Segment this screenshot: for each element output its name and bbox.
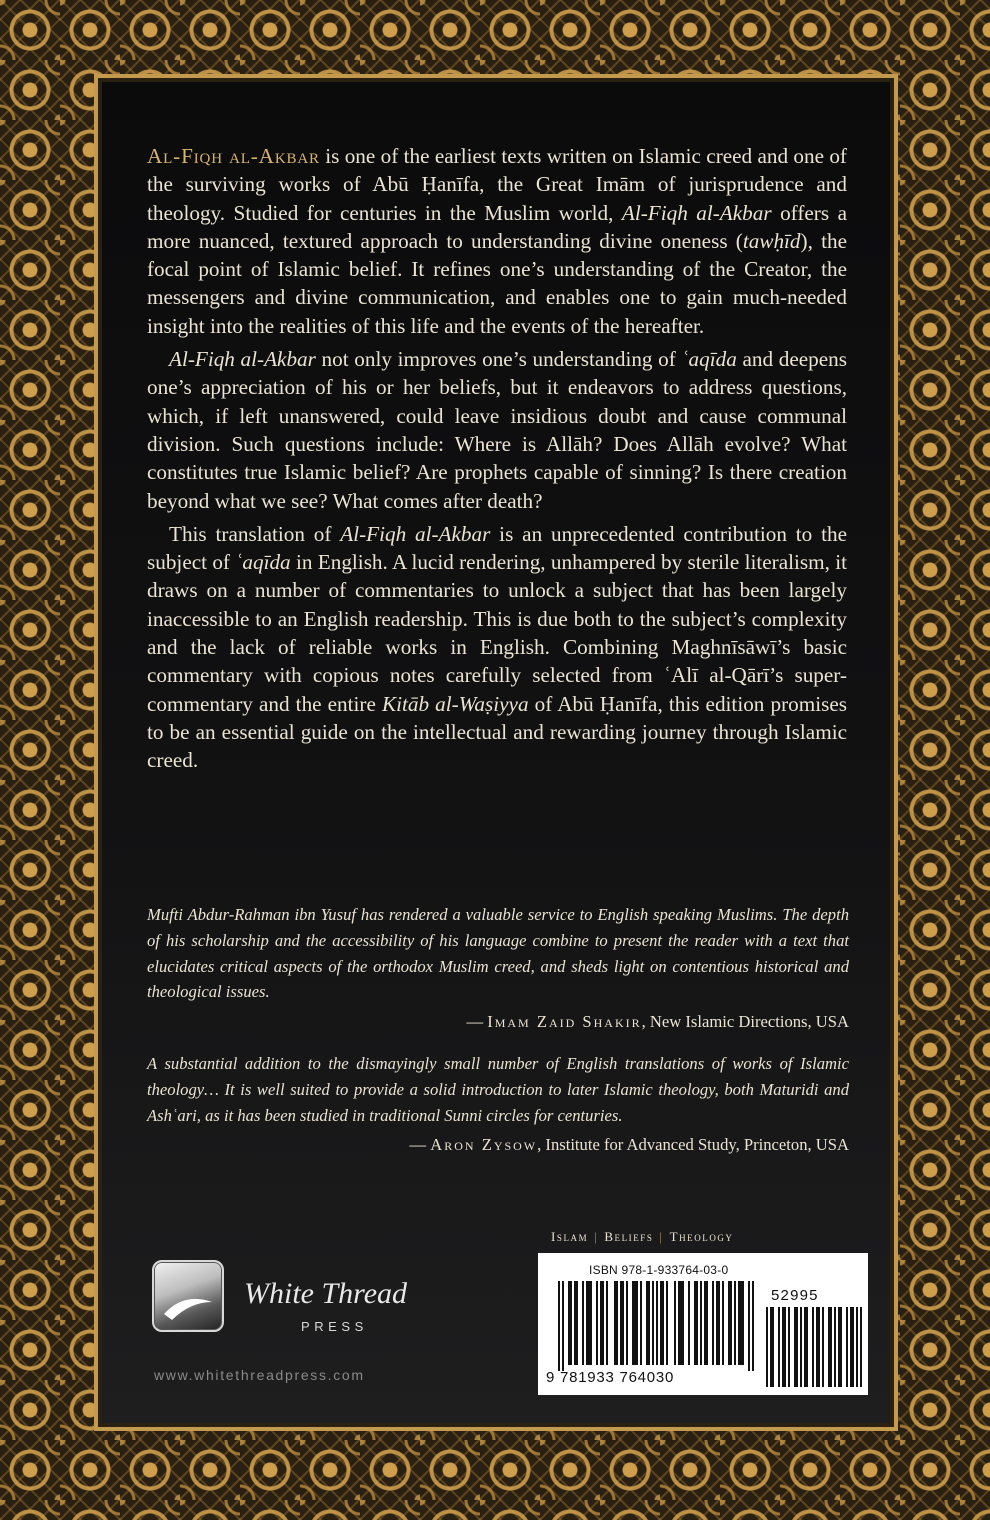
endorsement-quote-1: Mufti Abdur-Rahman ibn Yusuf has rendered a valuable service to English speaking Muslims. The depth of his scholarship and the accessibility of his language combine to present the reader with a text that elucidates critical aspects of the orthodox Muslim creed, and sheds light on contentious historical and theological issues.	[147, 905, 849, 1002]
barcode-addon-bar	[770, 1307, 772, 1387]
barcode-addon-bar	[788, 1307, 790, 1387]
barcode-bar	[590, 1281, 592, 1365]
barcode-bar	[734, 1281, 736, 1365]
isbn-barcode	[538, 1253, 868, 1395]
barcode-bar	[622, 1281, 624, 1365]
barcode-bar	[574, 1281, 576, 1365]
barcode-addon-bar	[818, 1307, 820, 1387]
publisher-logo-icon	[152, 1260, 224, 1332]
barcode-bar	[722, 1281, 724, 1365]
barcode-addon-bar	[796, 1307, 798, 1387]
barcode-addon-bar	[778, 1307, 780, 1387]
barcode-addon-bar	[860, 1307, 862, 1387]
barcode-bar	[680, 1281, 682, 1365]
isbn-number: ISBN 978-1-933764-03-0	[589, 1263, 729, 1277]
endorsements	[147, 902, 849, 1174]
barcode-bar	[738, 1281, 740, 1365]
barcode-addon-bar	[822, 1307, 824, 1387]
barcode-bar	[640, 1281, 642, 1365]
subject-label: Theology	[669, 1229, 734, 1244]
barcode-bar	[688, 1281, 690, 1365]
barcode-bar	[700, 1281, 702, 1365]
subject-label: Islam	[551, 1229, 589, 1244]
barcode-addon-bar	[816, 1307, 818, 1387]
barcode-bar	[588, 1281, 590, 1365]
barcode-addon-bar	[856, 1307, 858, 1387]
barcode-bar	[636, 1281, 638, 1365]
barcode-bar	[570, 1281, 572, 1365]
barcode-bar	[752, 1281, 754, 1371]
barcode-addon-bar	[850, 1307, 852, 1387]
barcode-bar	[716, 1281, 718, 1365]
barcode-bar	[660, 1281, 662, 1365]
barcode-addon-bar	[828, 1307, 830, 1387]
description-paragraph-3: This translation of Al-Fiqh al-Akbar is an unprecedented contribution to the subject of ʿaqīda in English. A lucid rendering, unhampered by sterile literalism, it draws on a number of commentaries to unlock a subject that has been largely inaccessible to an English readership. This is due both to the subject’s complexity and the lack of reliable works in English. Combining Maghnīsāwī’s basic commentary with copious notes carefully selected from ʿAlī al-Qārī’s super-commentary and the entire Kitāb al-Waṣiyya of Abū Ḥanīfa, this edition promises to be an essential guide on the intellectual and rewarding journey through Islamic creed.	[147, 521, 847, 773]
barcode-bar	[596, 1281, 598, 1365]
endorsement-attribution-1: — Imam Zaid Shakir, New Islamic Directions, USA	[466, 1012, 849, 1032]
barcode-bar	[620, 1281, 622, 1365]
barcode-bar	[600, 1281, 602, 1365]
barcode-addon-bar	[840, 1307, 842, 1387]
barcode-bar	[582, 1281, 584, 1365]
barcode-bar	[678, 1281, 680, 1365]
barcode-bar	[652, 1281, 654, 1365]
endorser-name-2: Aron Zysow	[430, 1135, 538, 1155]
barcode-bar	[632, 1281, 634, 1365]
barcode-bar	[730, 1281, 732, 1365]
barcode-bar	[748, 1281, 750, 1371]
barcode-addon-bar	[806, 1307, 808, 1387]
barcode-addon-bar	[794, 1307, 796, 1387]
description-paragraph-2: Al-Fiqh al-Akbar not only improves one’s understanding of ʿaqīda and deepens one’s appreciation of his or her beliefs, but it endeavors to address questions, which, if left unanswered, could leave insidious doubt and cause communal division. Such questions include: Where is Allāh? Does Allāh evolve? What constitutes true Islamic belief? Are prophets capable of sinning? Is there creation beyond what we see? What comes after death?	[147, 347, 847, 513]
barcode-bar	[576, 1281, 578, 1365]
barcode-addon-bar	[784, 1307, 786, 1387]
barcode-bar	[706, 1281, 708, 1365]
barcode-bar	[740, 1281, 742, 1365]
subject-categories	[551, 1229, 734, 1245]
barcode-bar	[558, 1281, 560, 1371]
barcode-bar	[648, 1281, 650, 1365]
barcode-bar	[634, 1281, 636, 1365]
endorsement-quote-2: A substantial addition to the dismayingly small number of English translations of works of Islamic theology… It is well suited to provide a solid introduction to later Islamic theology, both Maturidi and Ashʿari, as it has been studied in traditional Sunni circles for centuries.	[147, 1053, 849, 1125]
title-small-caps: Al-Fiqh al-Akbar	[147, 144, 320, 168]
description-paragraph-1: Al-Fiqh al-Akbar is one of the earliest texts written on Islamic creed and one of the surviving works of Abū Ḥanīfa, the Great Imām of jurisprudence and theology. Studied for centuries in the Muslim world, Al-Fiqh al-Akbar offers a more nuanced, textured approach to understanding divine oneness (tawḥīd), the focal point of Islamic belief. It refines one’s understanding of the Creator, the messengers and divine communication, and enables one to gain much-needed insight into the realities of this life and the events of the hereafter.	[147, 144, 847, 338]
barcode-bar	[662, 1281, 664, 1365]
barcode-bar	[718, 1281, 720, 1365]
barcode-bar	[606, 1281, 608, 1365]
barcode-bar	[704, 1281, 706, 1365]
barcode-bar	[614, 1281, 616, 1365]
barcode-bar	[586, 1281, 588, 1365]
barcode-bar	[626, 1281, 628, 1365]
endorsement-attribution-2: — Aron Zysow, Institute for Advanced Study, Princeton, USA	[409, 1135, 849, 1155]
barcode-addon-bar	[830, 1307, 832, 1387]
barcode-addon-bar	[800, 1307, 802, 1387]
price-code: 52995	[771, 1287, 819, 1304]
barcode-addon-bar	[772, 1307, 774, 1387]
barcode-addon-bar	[838, 1307, 840, 1387]
barcode-addon-bar	[852, 1307, 854, 1387]
description-body	[147, 142, 847, 780]
publisher-press-label: PRESS	[301, 1319, 368, 1334]
barcode-addon-bar	[804, 1307, 806, 1387]
barcode-bar	[666, 1281, 668, 1365]
publisher-name: White Thread	[244, 1277, 408, 1310]
barcode-bar	[742, 1281, 744, 1365]
subject-separator: |	[594, 1229, 599, 1244]
barcode-addon-bar	[846, 1307, 848, 1387]
text-panel	[102, 82, 890, 1423]
barcode-addon-bar	[812, 1307, 814, 1387]
barcode-bar	[674, 1281, 676, 1365]
barcode-bar	[568, 1281, 570, 1365]
barcode-bar	[694, 1281, 696, 1365]
barcode-bar	[646, 1281, 648, 1365]
barcode-addon-bar	[834, 1307, 836, 1387]
subject-separator: |	[659, 1229, 664, 1244]
barcode-bar	[602, 1281, 604, 1365]
barcode-addon-bar	[782, 1307, 784, 1387]
subject-label: Beliefs	[604, 1229, 654, 1244]
barcode-addon-bar	[766, 1307, 768, 1387]
endorser-name-1: Imam Zaid Shakir	[487, 1012, 642, 1032]
barcode-bar	[682, 1281, 684, 1365]
barcode-bar	[728, 1281, 730, 1365]
barcode-bar	[712, 1281, 714, 1365]
publisher-website: www.whitethreadpress.com	[154, 1367, 365, 1383]
barcode-bar	[656, 1281, 658, 1365]
barcode-bar	[562, 1281, 564, 1371]
barcode-digits: 9 781933 764030	[546, 1369, 675, 1386]
barcode-bar	[696, 1281, 698, 1365]
barcode-bar	[616, 1281, 618, 1365]
